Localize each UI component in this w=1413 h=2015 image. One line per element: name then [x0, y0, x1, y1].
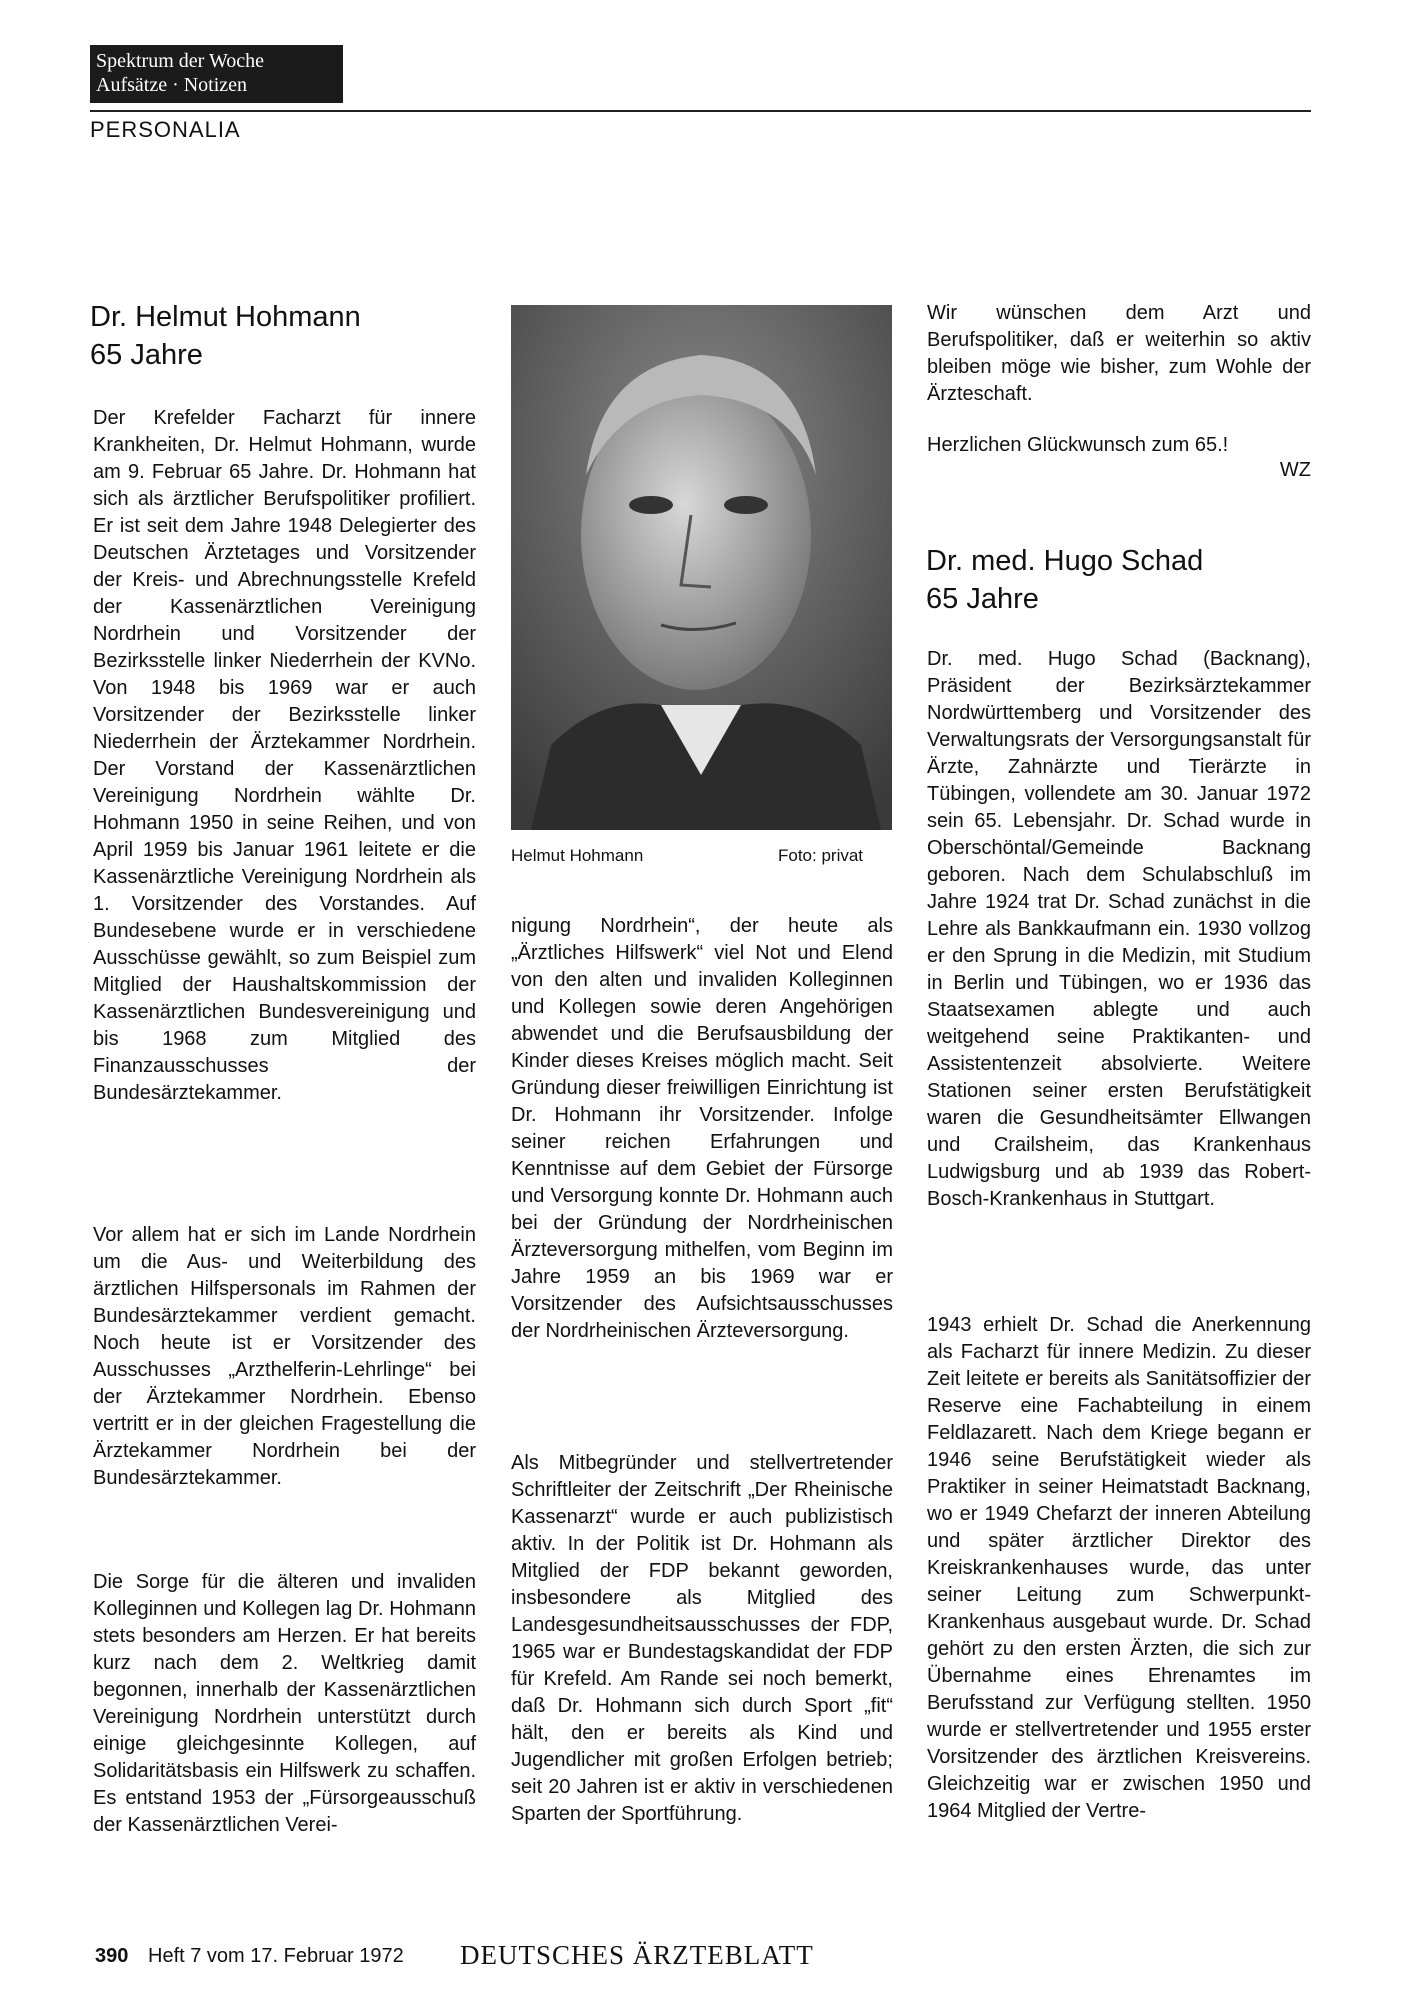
article1-title — [90, 298, 470, 374]
article1-closing: Herzlichen Glückwunsch zum 65.! — [927, 434, 1229, 456]
article1-paragraph: nigung Nordrhein“, der heute als „Ärztliches Hilfswerk“ viel Not und Elend von den alten und invaliden Kolleginnen und Kollegen sowie deren Angehörigen abwendet und die Berufsausbildung der Kinder dieses Kreises möglich macht. Seit Gründung dieser freiwilligen Einrichtung ist Dr. Hohmann ihr Vorsitzender. Infolge seiner reichen Erfahrungen und Kenntnisse auf dem Gebiet der Fürsorge und Versorgung konnte Dr. Hohmann auch bei der Gründung der Nordrheinischen Ärzteversorgung mithelfen, vom Beginn im Jahre 1959 an bis 1969 war er Vorsitzender des Aufsichtsausschusses der Nordrheinischen Ärzteversorgung. — [511, 915, 893, 1342]
article1-title-line1: Dr. Helmut Hohmann — [90, 301, 361, 333]
article1-paragraph: Wir wünschen dem Arzt und Berufspolitiker, daß er weiterhin so aktiv bleiben möge wie bisher, zum Wohle der Ärzteschaft. — [927, 302, 1311, 405]
magazine-name: DEUTSCHES ÄRZTEBLATT — [460, 1940, 814, 1970]
section-title: PERSONALIA — [90, 117, 241, 142]
photo-caption-credit: Foto: privat — [778, 846, 864, 865]
photo-caption-name: Helmut Hohmann — [511, 846, 644, 865]
article2-paragraph: 1943 erhielt Dr. Schad die Anerkennung als Facharzt für innere Medizin. Zu dieser Zeit leitete er bereits als Sanitätsoffizier der Reserve eine Fachabteilung in einem Feldlazarett. Nach dem Kriege begann er 1946 seine Berufstätigkeit wieder als Praktiker in seiner Heimatstadt Backnang, wo er 1949 Chefarzt der inneren Abteilung und später ärztlicher Direktor des Kreiskrankenhauses wurde, das unter seiner Leitung zum Schwerpunkt-Krankenhaus ausgebaut wurde. Dr. Schad gehört zu den ersten Ärzten, die sich zur Übernahme eines Ehrenamtes im Berufsstand zur Verfügung stellten. 1950 wurde er stellvertretender und 1955 erster Vorsitzender des ärztlichen Kreisvereins. Gleichzeitig war er zwischen 1950 und 1964 Mitglied der Vertre- — [927, 1314, 1311, 1822]
article2-paragraph: Dr. med. Hugo Schad (Backnang), Präsident der Bezirksärztekammer Nordwürttemberg und Vorsitzender des Verwaltungsrats der Versorgungsanstalt für Ärzte, Zahnärzte und Tierärzte in Tübingen, vollendete am 30. Januar 1972 sein 65. Lebensjahr. Dr. Schad wurde in Oberschöntal/Gemeinde Backnang geboren. Nach dem Schulabschluß im Jahre 1924 trat Dr. Schad zunächst in die Lehre als Bankkaufmann ein. 1930 vollzog er den Sprung in die Medizin, mit Studium in Berlin und Tübingen, wo er 1936 das Staatsexamen ablegte und auch weitgehend seine Praktikanten- und Assistentenzeit absolvierte. Weitere Stationen seiner ersten Berufstätigkeit waren die Gesundheitsämter Ellwangen und Crailsheim, das Krankenhaus Ludwigsburg und ab 1939 das Robert-Bosch-Krankenhaus in Stuttgart. — [927, 648, 1311, 1210]
author-initials: WZ — [1279, 459, 1311, 481]
article1-paragraph: Der Krefelder Facharzt für innere Krankheiten, Dr. Helmut Hohmann, wurde am 9. Februar 65 Jahre. Dr. Hohmann hat sich als ärztlicher Berufspolitiker profiliert. Er ist seit dem Jahre 1948 Delegierter des Deutschen Ärztetages und Vorsitzender der Kreis- und Abrechnungsstelle Krefeld der Kassenärztlichen Vereinigung Nordrhein und Vorsitzender der Bezirksstelle linker Niederrhein der KVNo. Von 1948 bis 1969 war er auch Vorsitzender der Bezirksstelle linker Niederrhein der Ärztekammer Nordrhein. Der Vorstand der Kassenärztlichen Vereinigung Nordrhein wählte Dr. Hohmann 1950 in seine Reihen, und von April 1959 bis Januar 1961 leitete er die Kassenärztliche Vereinigung Nordrhein als 1. Vorsitzender des Vorstandes. Auf Bundesebene wurde er in verschiedene Ausschüsse gewählt, so zum Beispiel zum Mitglied der Haushaltskommission der Kassenärztlichen Bundesvereinigung und bis 1968 zum Mitglied des Finanzausschusses der Bundesärztekammer. — [93, 407, 476, 1104]
page-number: 390 — [95, 1945, 129, 1967]
issue-info: Heft 7 vom 17. Februar 1972 — [148, 1945, 404, 1967]
article1-paragraph: Die Sorge für die älteren und invaliden Kolleginnen und Kollegen lag Dr. Hohmann stets besonders am Herzen. Er hat bereits kurz nach dem 2. Weltkrieg damit begonnen, innerhalb der Kassenärztlichen Vereinigung Nordrhein unterstützt durch einige gleichgesinnte Kollegen, auf Solidaritätsbasis ein Hilfswerk zu schaffen. Es entstand 1953 der „Fürsorgeausschuß der Kassenärztlichen Verei- — [93, 1571, 476, 1836]
article2-title-line2: 65 Jahre — [926, 583, 1039, 615]
article2-title — [926, 542, 1311, 618]
rubric-line-1: Spektrum der Woche — [96, 50, 264, 72]
rubric-line-2: Aufsätze · Notizen — [96, 74, 248, 96]
portrait-photo — [511, 305, 892, 830]
header-rule — [90, 110, 1311, 112]
article1-paragraph: Als Mitbegründer und stellvertretender Schriftleiter der Zeitschrift „Der Rheinische Kassenarzt“ wurde er auch publizistisch aktiv. In der Politik ist Dr. Hohmann als Mitglied der FDP bekannt geworden, insbesondere als Mitglied des Landesgesundheitsausschusses der FDP, 1965 war er Bundestagskandidat der FDP für Krefeld. Am Rande sei noch bemerkt, daß Dr. Hohmann sich durch Sport „fit“ hält, den er bereits als Kind und Jugendlicher mit großen Erfolgen betrieb; seit 20 Jahren ist er aktiv in verschiedenen Sparten der Sportführung. — [511, 1452, 893, 1825]
article2-title-line1: Dr. med. Hugo Schad — [926, 545, 1204, 577]
rubric-label-box — [90, 45, 343, 103]
portrait-image — [511, 305, 892, 830]
article1-paragraph: Vor allem hat er sich im Lande Nordrhein um die Aus- und Weiterbildung des ärztlichen Hilfspersonals im Rahmen der Bundesärztekammer verdient gemacht. Noch heute ist er Vorsitzender des Ausschusses „Arzthelferin-Lehrlinge“ bei der Ärztekammer Nordrhein. Ebenso vertritt er in der gleichen Fragestellung die Ärztekammer Nordrhein bei der Bundesärztekammer. — [93, 1224, 476, 1489]
article1-title-line2: 65 Jahre — [90, 339, 203, 371]
